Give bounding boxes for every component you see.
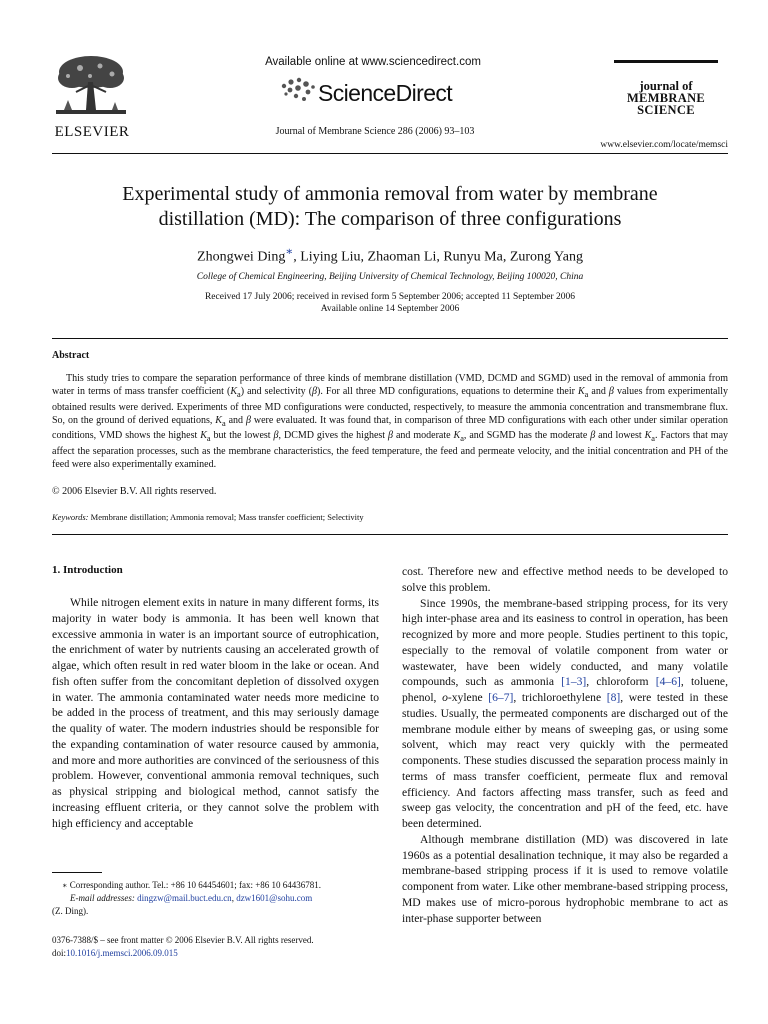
text-seg: , toluene, phenol, (402, 675, 728, 704)
elsevier-tree-logo (50, 52, 132, 118)
footnote-line: (Z. Ding). (52, 906, 89, 916)
citation-link[interactable]: [1–3] (561, 675, 587, 689)
author-names: , Liying Liu, Zhaoman Li, Runyu Ma, Zurong Yang (293, 249, 583, 265)
journal-logo-line: journal of (639, 79, 693, 93)
right-column (402, 564, 728, 926)
available-online-date: Available online 14 September 2006 (320, 304, 460, 314)
symbol-beta: β (273, 430, 279, 442)
paragraph: While nitrogen element exits in nature in many different forms, its majority in water body is ammonia. It has been well known that excessive ammonia in water is an important source of eutrophication, the enrichment of water by nutrients causing an accelerated growth of algae, which often result in red water bloom in the lake or ocean. And fish often suffer from the concomitant depletion of dissolved oxygen in water. The ammonia contaminated water needs more medicine to be added in the process of treatment, and this may seriously damage the quality of water. The modern industries should be responsible for the expanding contamination of water resource caused by ammonia, and more and more authorities are convinced of the seriousness of this problem. However, conventional ammonia removal techniques, such as physical stripping and biological method, cannot satisfy the increasing effluent criteria, or they cannot solve the problem with high efficiency and acceptable (52, 596, 379, 830)
email-link[interactable]: dzw1601@sohu.com (236, 893, 313, 903)
abstract-seg: , DCMD gives the highest (278, 430, 389, 442)
paragraph (402, 596, 728, 832)
abstract-text (52, 373, 728, 472)
author-name: Zhongwei Ding (197, 249, 286, 265)
symbol-K: K (215, 414, 222, 426)
abstract-seg: and lowest (595, 430, 645, 442)
title-line: Experimental study of ammonia removal from water by membrane (122, 183, 658, 205)
keywords (52, 512, 728, 522)
symbol-beta: β (245, 414, 251, 426)
contact-info: Corresponding author. Tel.: +86 10 64454601; fax: +86 10 64436781. (67, 880, 322, 890)
article-history (60, 291, 720, 315)
abstract-heading: Abstract (52, 350, 90, 361)
affiliation: College of Chemical Engineering, Beijing University of Chemical Technology, Beijing 100020, China (196, 272, 584, 282)
abstract-seg: were evaluated. It was found that, in comparison of three MD configurations with each other under similar operation conditions, VMD shows the highest (52, 414, 729, 442)
text-seg: , were tested in these studies. Usually, the permeated components are discharged out of the membrane module either by means of sweeping gas, or using some solvent, which may react very quickly with the permeated components. These studies discussed the separation process mainly in terms of mass transfer coefficient, permeate flux and removal efficiency. And factors affecting mass transfer, such as feed and sweep gas velocity, the concentration and pH of the feed, etc. have been determined. (402, 691, 729, 830)
paragraph: cost. Therefore new and effective method needs to be developed to solve this problem. (402, 565, 728, 594)
paragraph: Although membrane distillation (MD) was discovered in late 1960s as a potential desalination technique, it may also be regarded a membrane-based stripping process if it is used to remove volatile component from water. Like other membrane-based stripping process, MD makes use of micro-porous hydrophobic membrane to act as inter-phase supporter between (402, 832, 728, 925)
subscript-a: a (221, 418, 226, 428)
symbol-K: K (453, 430, 461, 442)
abstract-seg: and (588, 385, 609, 397)
journal-logo-rule (614, 60, 718, 63)
citation-link[interactable]: [8] (606, 691, 621, 704)
symbol-K: K (200, 430, 207, 442)
journal-citation: Journal of Membrane Science 286 (2006) 93–103 (275, 126, 475, 137)
front-matter (52, 934, 382, 960)
abstract-seg: values from experimentally obtained results were derived. Experiments of three MD configurations were conducted, respectively, to measure the ammonia concentration and transmembrane flux. So, on the ground of derived equations, (52, 385, 728, 426)
abstract-seg: . Factors that may affect the separation processes, such as the membrane characteristics, the feed temperature, the feed and permeate velocity, and the initial concentration and PH of the feed were also experimentally examined. (52, 430, 729, 471)
symbol-beta: β (312, 385, 318, 397)
received-dates: Received 17 July 2006; received in revised form 5 September 2006; accepted 11 September 2006 (204, 292, 576, 302)
title-line: distillation (MD): The comparison of three configurations (158, 208, 622, 230)
header-divider (52, 153, 728, 154)
subscript-a: a (206, 434, 211, 444)
sciencedirect-wordmark: ScienceDirect (318, 80, 453, 106)
issn-line: 0376-7388/$ – see front matter © 2006 Elsevier B.V. All rights reserved. (52, 935, 314, 945)
keywords-label: Keywords: (52, 512, 89, 522)
doi-line (52, 947, 382, 960)
abstract-seg: This study tries to compare the separation performance of three kinds of membrane distillation (VMD, DCMD and SGMD) used in the removal of ammonia from water in terms of mass transfer coefficient ( (52, 373, 728, 397)
abstract-divider (52, 338, 728, 339)
section-heading-introduction: 1. Introduction (52, 564, 123, 576)
author-list (60, 244, 720, 266)
footnote-mark: ∗ (62, 881, 68, 890)
text-seg: , trichloroethylene (513, 691, 607, 704)
email-label: E-mail addresses: (70, 893, 135, 903)
subscript-a: a (460, 434, 464, 444)
subscript-a: a (236, 389, 241, 399)
symbol-K: K (644, 430, 652, 442)
citation-link[interactable]: [6–7] (488, 691, 514, 704)
publisher-name: ELSEVIER (54, 124, 130, 140)
symbol-beta: β (590, 430, 596, 442)
symbol-beta: β (388, 430, 393, 442)
journal-url-link[interactable]: www.elsevier.com/locate/memsci (600, 140, 728, 150)
abstract-seg: but the lowest (210, 430, 274, 442)
footnote-rule (52, 872, 102, 873)
body-divider (52, 534, 728, 535)
abstract-seg: ). For all three MD configurations, equations to determine their (317, 385, 578, 397)
email-link[interactable]: dingzw@mail.buct.edu.cn (137, 893, 232, 903)
corresponding-author-footnote (52, 879, 382, 918)
left-column (52, 595, 379, 831)
text-seg: , chloroform (586, 675, 656, 689)
abstract-seg: , and SGMD has the moderate (463, 430, 591, 442)
doi-label: doi: (52, 948, 67, 958)
article-title (60, 182, 720, 232)
symbol-K: K (230, 385, 237, 397)
symbol-beta: β (608, 385, 614, 397)
corresponding-author-link[interactable]: ∗ (285, 245, 294, 258)
text-seg: Since 1990s, the membrane-based stripping process, for its very high inter-phase area and its easiness to control in operation, has been recognized by more and more people. Studies pertinent to this topic, especially to the removal of volatile component from water or wastewater, have been widely conducted, and many volatile compounds, such as ammonia (402, 596, 728, 689)
text-seg-italic: o (442, 691, 448, 704)
abstract-seg: and moderate (393, 430, 454, 442)
abstract-copyright: © 2006 Elsevier B.V. All rights reserved. (52, 486, 217, 497)
journal-logo-line: SCIENCE (637, 103, 695, 117)
footnote-line (52, 879, 382, 892)
subscript-a: a (651, 434, 655, 444)
doi-link[interactable]: 10.1016/j.memsci.2006.09.015 (66, 948, 178, 958)
journal-logo-line: MEMBRANE (626, 91, 706, 105)
symbol-K: K (577, 385, 585, 397)
text-seg: -xylene (447, 691, 489, 704)
subscript-a: a (584, 389, 589, 399)
abstract-seg: and (225, 414, 246, 426)
available-online-banner: Available online at www.sciencedirect.com (265, 56, 481, 68)
citation-link[interactable]: [4–6] (655, 675, 681, 689)
separator: , (231, 893, 237, 903)
journal-logo (612, 80, 720, 116)
keywords-list: Membrane distillation; Ammonia removal; Mass transfer coefficient; Selectivity (88, 512, 364, 522)
abstract-seg: ) and selectivity ( (240, 385, 313, 397)
footnote-line (52, 892, 382, 905)
